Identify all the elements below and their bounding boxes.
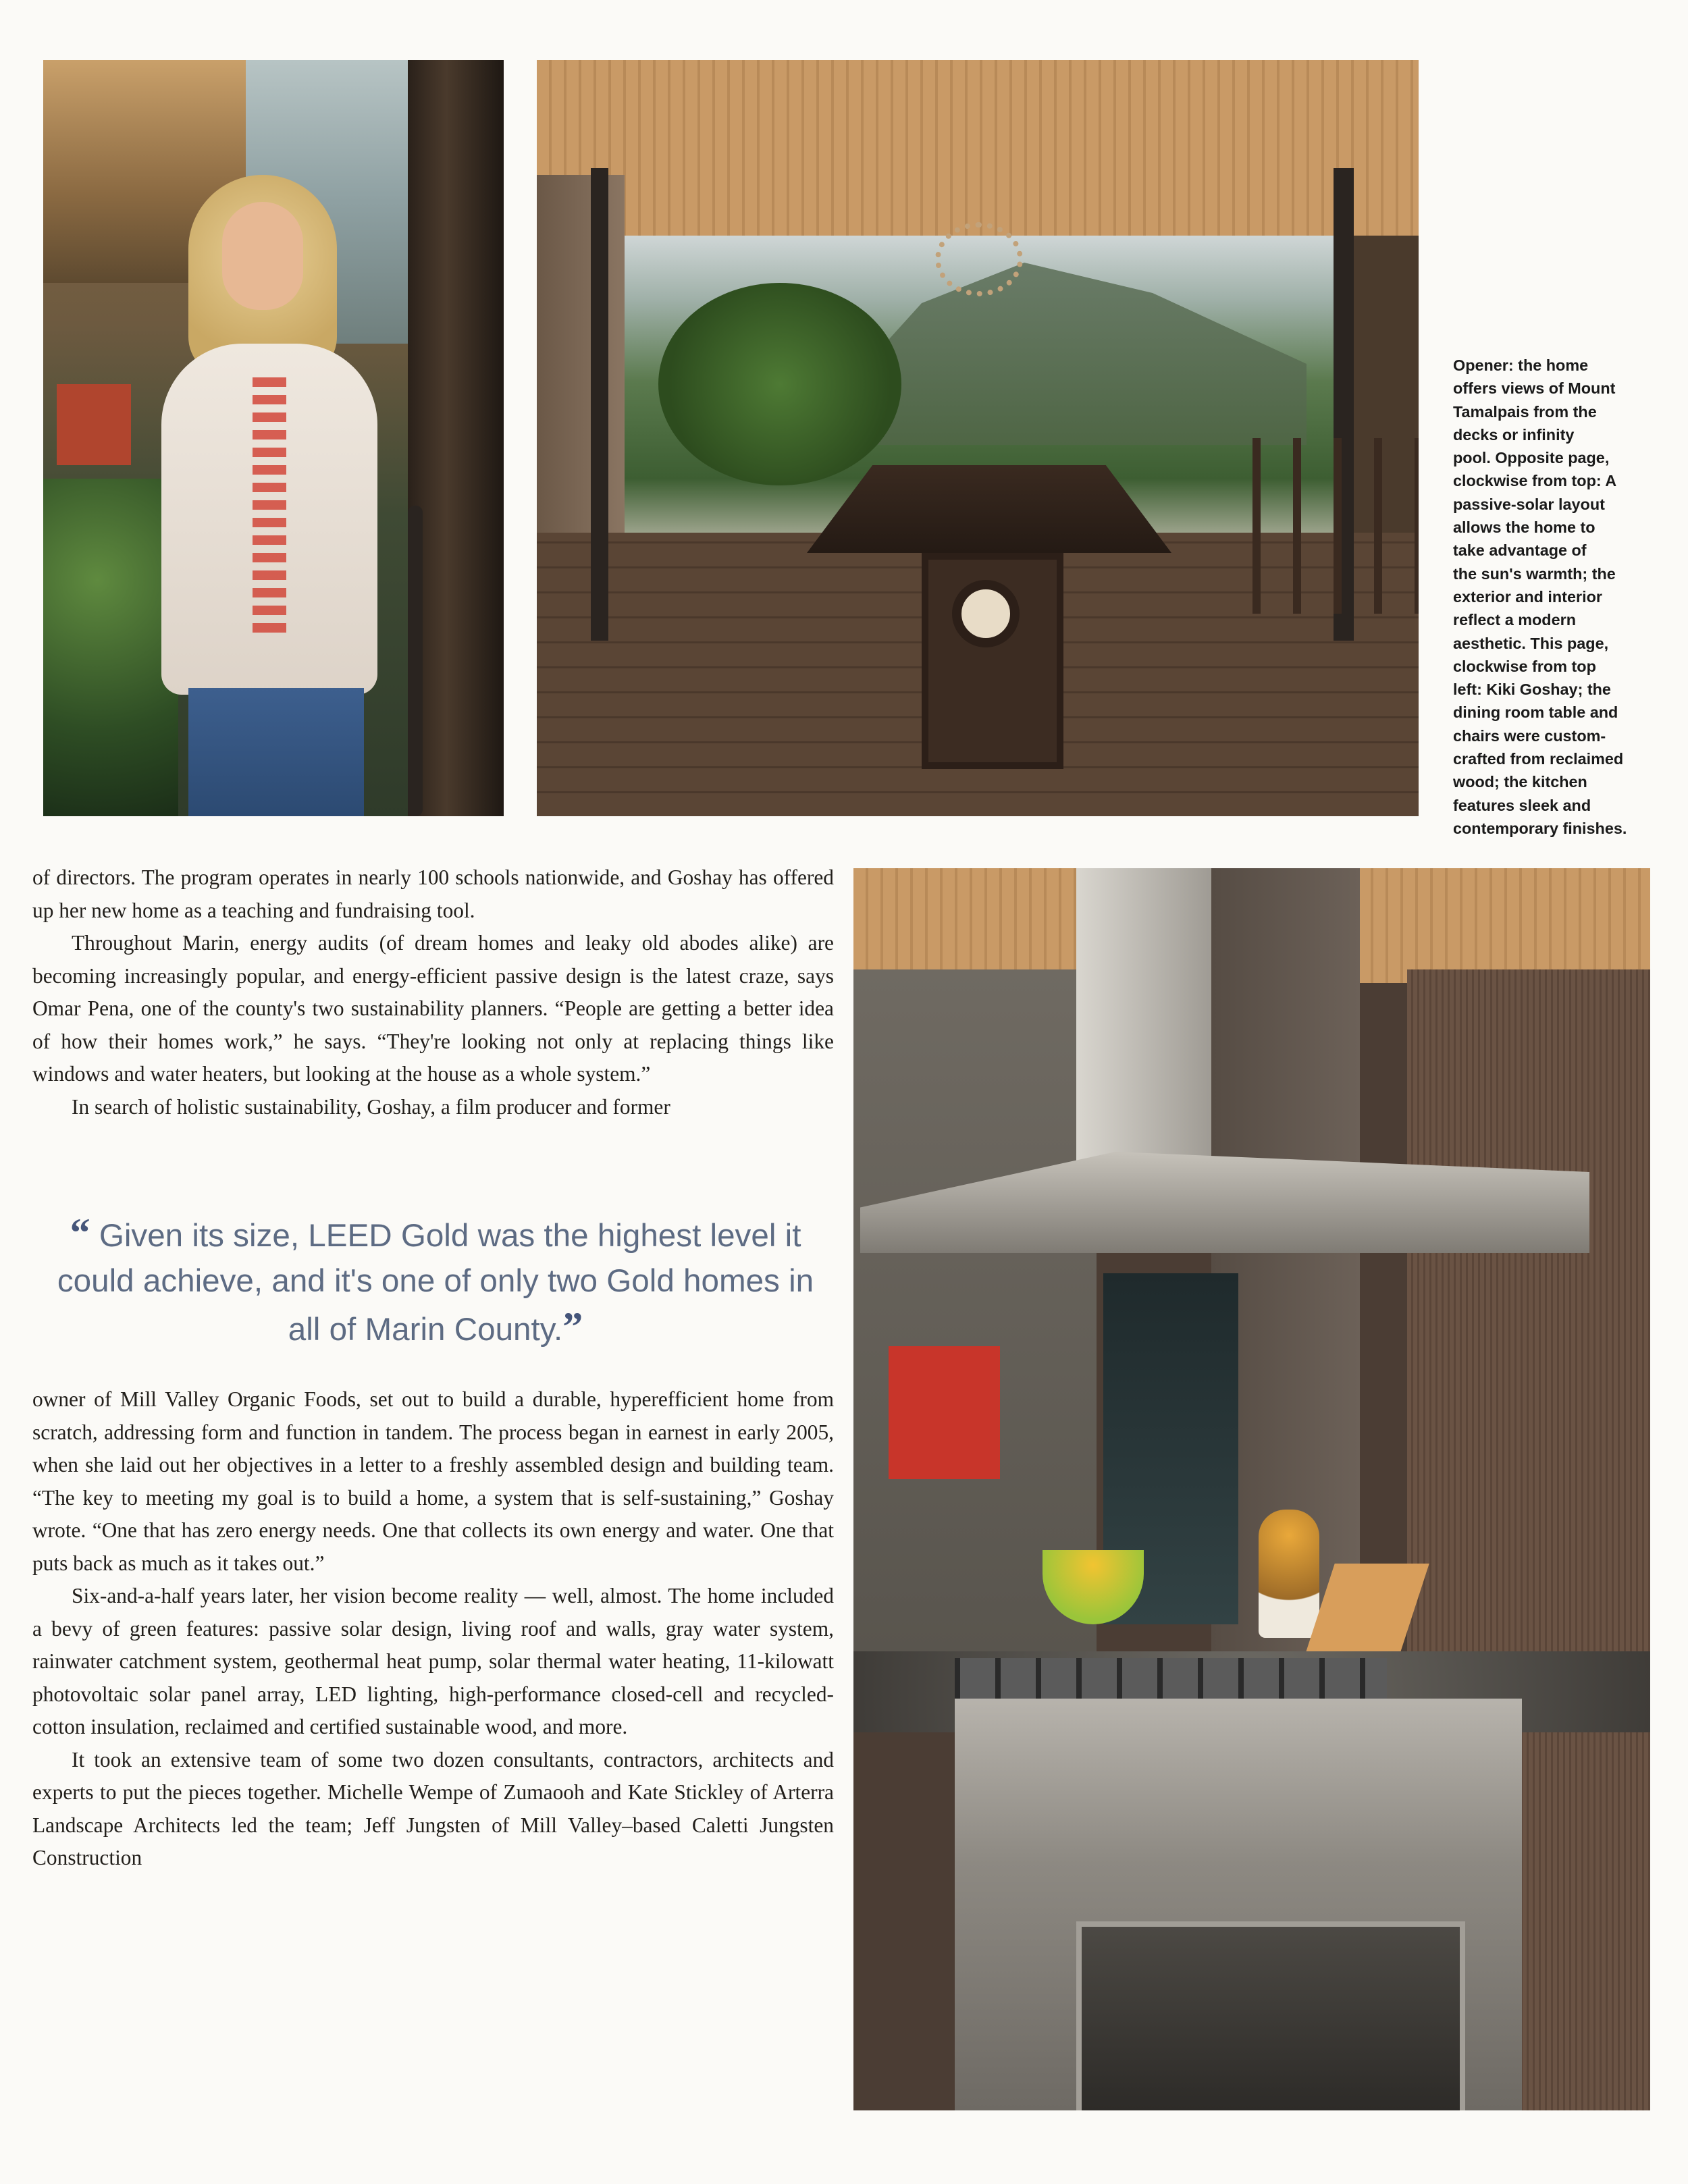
caption-line: contemporary finishes. — [1453, 819, 1627, 837]
caption-line: chairs were custom- — [1453, 726, 1606, 745]
photo-person-jeans — [188, 688, 364, 816]
photo-caption — [1453, 354, 1668, 840]
caption-line: clockwise from top — [1453, 657, 1596, 675]
caption-line: offers views of Mount — [1453, 379, 1616, 398]
photo-bar-stools — [1252, 438, 1419, 614]
caption-line: reflect a modern — [1453, 611, 1576, 629]
caption-line: passive-solar layout — [1453, 495, 1605, 513]
article-paragraph: It took an extensive team of some two dozen consultants, contractors, architects and experts to put the pieces together. Michelle Wempe of Zumaooh and Kate Stickley of Arterra Landscape Architects led the team; Jeff Jungsten of Mill Valley–based Caletti Jungsten Construction — [32, 1747, 834, 1869]
caption-line: Tamalpais from the — [1453, 402, 1597, 421]
photo-blouse-embroidery — [253, 377, 286, 634]
pull-quote-text: Given its size, LEED Gold was the highest level it could achieve, and it's one of only two Gold homes in all of Marin County. — [57, 1218, 814, 1348]
photo-plants-detail — [43, 479, 178, 816]
caption-line: decks or infinity — [1453, 425, 1575, 444]
photo-oven-door — [1076, 1921, 1465, 2110]
caption-line: aesthetic. This page, — [1453, 634, 1609, 652]
caption-line: features sleek and — [1453, 796, 1591, 814]
caption-line: Opener: the home — [1453, 356, 1589, 374]
article-paragraph: In search of holistic sustainability, Goshay, a film producer and former — [72, 1094, 670, 1119]
close-quote-mark: ” — [562, 1304, 583, 1349]
caption-line: the sun's warmth; the — [1453, 564, 1616, 583]
caption-line: take advantage of — [1453, 541, 1587, 560]
photo-dining-room — [537, 60, 1419, 816]
caption-line: allows the home to — [1453, 518, 1595, 537]
photo-chandelier — [935, 222, 1023, 296]
photo-tree — [658, 283, 901, 485]
article-paragraph: of directors. The program operates in nearly 100 schools nationwide, and Goshay has offered up her new home as a teaching and fundraising tool. — [32, 865, 834, 922]
caption-line: exterior and interior — [1453, 587, 1602, 606]
open-quote-mark: “ — [70, 1210, 90, 1255]
photo-kiki-goshay-portrait — [43, 60, 504, 816]
article-paragraph: Six-and-a-half years later, her vision become reality — well, almost. The home included a bevy of green features: passive solar design, living roof and walls, gray water system, rainwater catchment system, geothermal heat pump, solar thermal water heating, 11-kilowatt photovoltaic solar panel array, LED lighting, high-performance closed-cell and recycled-cotton insulation, reclaimed and certified sustainable wood, and more. — [32, 1584, 834, 1738]
caption-line: crafted from reclaimed — [1453, 750, 1624, 768]
photo-kitchen — [853, 868, 1650, 2110]
pull-quote — [41, 1210, 830, 1352]
article-paragraph: owner of Mill Valley Organic Foods, set out to build a durable, hyperefficient home from scratch, addressing form and function in tandem. The process began in earnest in early 2005, when she laid out her objectives in a letter to a freshly assembled design and building team. “The key to meeting my goal is to build a home, a system that is self-sustaining,” Goshay wrote. “One that has zero energy needs. One that collects its own energy and water. One that puts back as much as it takes out.” — [32, 1387, 834, 1575]
photo-column-left — [591, 168, 608, 641]
caption-line: left: Kiki Goshay; the — [1453, 681, 1611, 699]
article-body-top — [32, 861, 834, 1123]
photo-hood-chimney — [1076, 868, 1211, 1172]
photo-left-wall — [537, 175, 625, 553]
photo-dining-chair — [922, 553, 1063, 769]
photo-door-handle — [408, 506, 423, 816]
photo-orchid — [1259, 1510, 1319, 1638]
photo-wood-ceiling — [537, 60, 1419, 236]
caption-line: clockwise from top: A — [1453, 472, 1617, 490]
article-body-bottom — [32, 1383, 834, 1875]
photo-person-face — [222, 202, 303, 310]
caption-line: wood; the kitchen — [1453, 773, 1587, 791]
photo-wall-art-detail — [57, 384, 131, 465]
caption-line: dining room table and — [1453, 703, 1618, 722]
article-paragraph: Throughout Marin, energy audits (of dream homes and leaky old abodes alike) are becoming increasingly popular, and energy-efficient passive design is the latest craze, says Omar Pena, one of the county's two sustainability planners. “People are getting a better idea of how their homes work,” he says. “They're looking not only at replacing things like windows and water heaters, but looking at the house as a whole system.” — [32, 931, 834, 1086]
caption-line: pool. Opposite page, — [1453, 449, 1610, 467]
photo-red-artwork — [889, 1346, 1000, 1479]
